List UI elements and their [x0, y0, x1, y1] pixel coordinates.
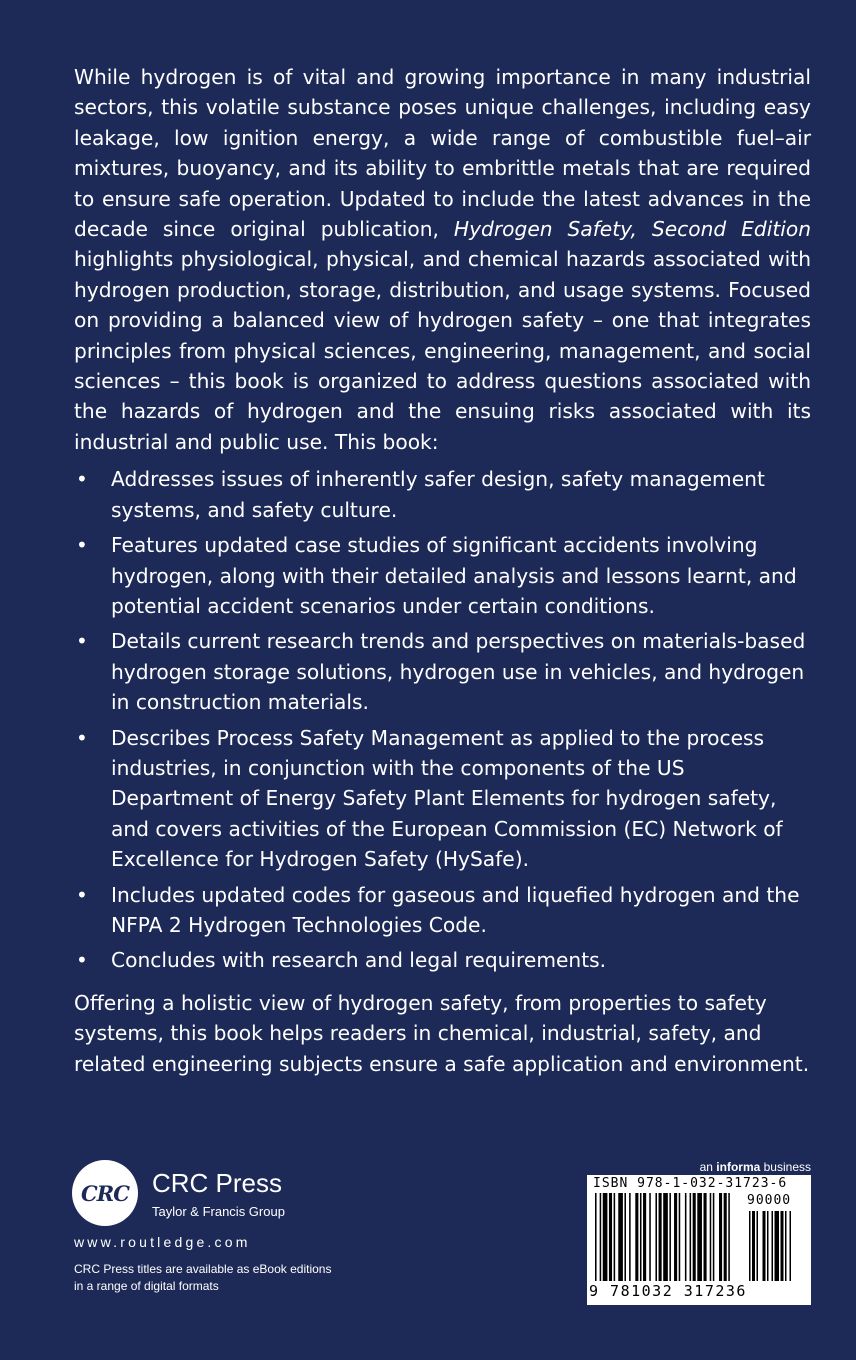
bullet-icon: • — [76, 629, 88, 654]
list-item — [74, 945, 811, 975]
barcode-stripe — [710, 1193, 712, 1281]
barcode-stripe — [693, 1193, 696, 1281]
barcode-stripe — [679, 1193, 681, 1281]
list-item — [74, 723, 811, 875]
price-code: 90000 — [747, 1193, 792, 1208]
informa-tagline — [700, 1160, 811, 1174]
barcode-stripe — [643, 1193, 646, 1281]
isbn-label: ISBN 978-1-032-31723-6 — [593, 1176, 788, 1191]
barcode-stripe — [757, 1211, 759, 1281]
list-item-text: Includes updated codes for gaseous and liquefied hydrogen and the NFPA 2 Hydrogen Technologies Code. — [111, 882, 800, 937]
barcode-stripe — [649, 1193, 651, 1281]
barcode-number: 9 781032 317236 — [589, 1282, 747, 1300]
bullet-icon: • — [76, 948, 88, 973]
list-item — [74, 626, 811, 717]
list-item-text: Describes Process Safety Management as applied to the process industries, in conjunction with the components of the US Department of Energy Safety Plant Elements for hydrogen safety, and covers activities of the European Commission (EC) Network of Excellence for Hydrogen Safety (HySafe). — [111, 725, 783, 872]
barcode-stripe — [655, 1193, 657, 1281]
list-item — [74, 464, 811, 525]
informa-brand: informa — [716, 1160, 761, 1174]
barcode-stripe — [719, 1193, 722, 1281]
barcode-stripe — [749, 1211, 751, 1281]
intro-paragraph — [74, 62, 811, 457]
bullet-icon: • — [76, 467, 88, 492]
barcode-stripe — [772, 1211, 774, 1281]
website-link[interactable]: www.routledge.com — [74, 1234, 251, 1250]
barcode-stripe — [728, 1193, 730, 1281]
barcode-stripe — [609, 1193, 612, 1281]
book-title-italic: Hydrogen Safety, Second Edition — [453, 217, 812, 242]
barcode-stripe — [767, 1211, 769, 1281]
barcode-stripe — [775, 1211, 780, 1281]
feature-list — [74, 464, 811, 976]
barcode-stripe — [704, 1193, 707, 1281]
barcode-stripe — [785, 1211, 787, 1281]
barcode-stripe — [763, 1211, 766, 1281]
ebook-note-line: in a range of digital formats — [74, 1279, 219, 1293]
list-item — [74, 530, 811, 621]
barcode-stripe — [790, 1211, 792, 1281]
crc-logo-icon: CRC — [72, 1160, 138, 1226]
barcode-stripe — [690, 1193, 692, 1281]
barcode-stripe — [724, 1193, 727, 1281]
publisher-group: Taylor & Francis Group — [152, 1204, 285, 1219]
barcode-stripe — [685, 1193, 687, 1281]
barcode-stripe — [614, 1193, 616, 1281]
barcode-stripe — [697, 1193, 702, 1281]
barcode-stripe — [603, 1193, 608, 1281]
barcode-stripe — [713, 1193, 715, 1281]
ebook-note-line: CRC Press titles are available as eBook editions — [74, 1262, 332, 1276]
barcode-stripe — [618, 1193, 623, 1281]
informa-prefix: an — [699, 1160, 717, 1174]
barcode-stripe — [781, 1211, 784, 1281]
barcode-stripe — [669, 1193, 671, 1281]
informa-suffix: business — [760, 1160, 811, 1174]
barcode-stripe — [640, 1193, 642, 1281]
back-cover-blurb — [74, 62, 811, 1079]
isbn-barcode — [587, 1175, 811, 1305]
list-item-text: Details current research trends and perspectives on materials-based hydrogen storage solutions, hydrogen use in vehicles, and hydrogen in construction materials. — [111, 629, 806, 715]
barcode-stripe — [659, 1193, 662, 1281]
list-item-text: Addresses issues of inherently safer design, safety management systems, and safety culture. — [111, 467, 765, 522]
publisher-name: CRC Press — [152, 1168, 283, 1198]
barcode-stripe — [600, 1193, 602, 1281]
list-item — [74, 880, 811, 941]
barcode-stripe — [752, 1211, 755, 1281]
ebook-note — [74, 1261, 331, 1295]
bullet-icon: • — [76, 882, 88, 907]
intro-text: While hydrogen is of vital and growing importance in many industrial sectors, this volatile substance poses unique challenges, including easy leakage, low ignition energy, a wide range of combustible fuel–air mixtures, buoyancy, and its ability to embrittle metals that are required to ensure safe operation. Updated to include the latest advances in the decade since original publication, — [74, 65, 811, 242]
barcode-stripe — [663, 1193, 668, 1281]
barcode-stripe — [624, 1193, 626, 1281]
barcode-stripe — [635, 1193, 638, 1281]
barcode-stripe — [629, 1193, 631, 1281]
intro-text-continued: highlights physiological, physical, and chemical hazards associated with hydrogen production, storage, distribution, and usage systems. Focused on providing a balanced view of hydrogen safety – one that integrates principles from physical sciences, engineering, management, and social sciences – this book is organized to address questions associated with the hazards of hydrogen and the ensuing risks associated with its industrial and public use. This book: — [74, 247, 811, 454]
bullet-icon: • — [76, 725, 88, 750]
list-item-text: Concludes with research and legal requirements. — [111, 948, 607, 973]
list-item-text: Features updated case studies of significant accidents involving hydrogen, along with their detailed analysis and lessons learnt, and potential accident scenarios under certain conditions. — [111, 533, 797, 618]
bullet-icon: • — [76, 533, 88, 558]
barcode-stripe — [674, 1193, 677, 1281]
closing-paragraph: Offering a holistic view of hydrogen safety, from properties to safety systems, this book helps readers in chemical, industrial, safety, and related engineering subjects ensure a safe application and environment. — [74, 990, 810, 1076]
barcode-stripe — [595, 1193, 597, 1281]
